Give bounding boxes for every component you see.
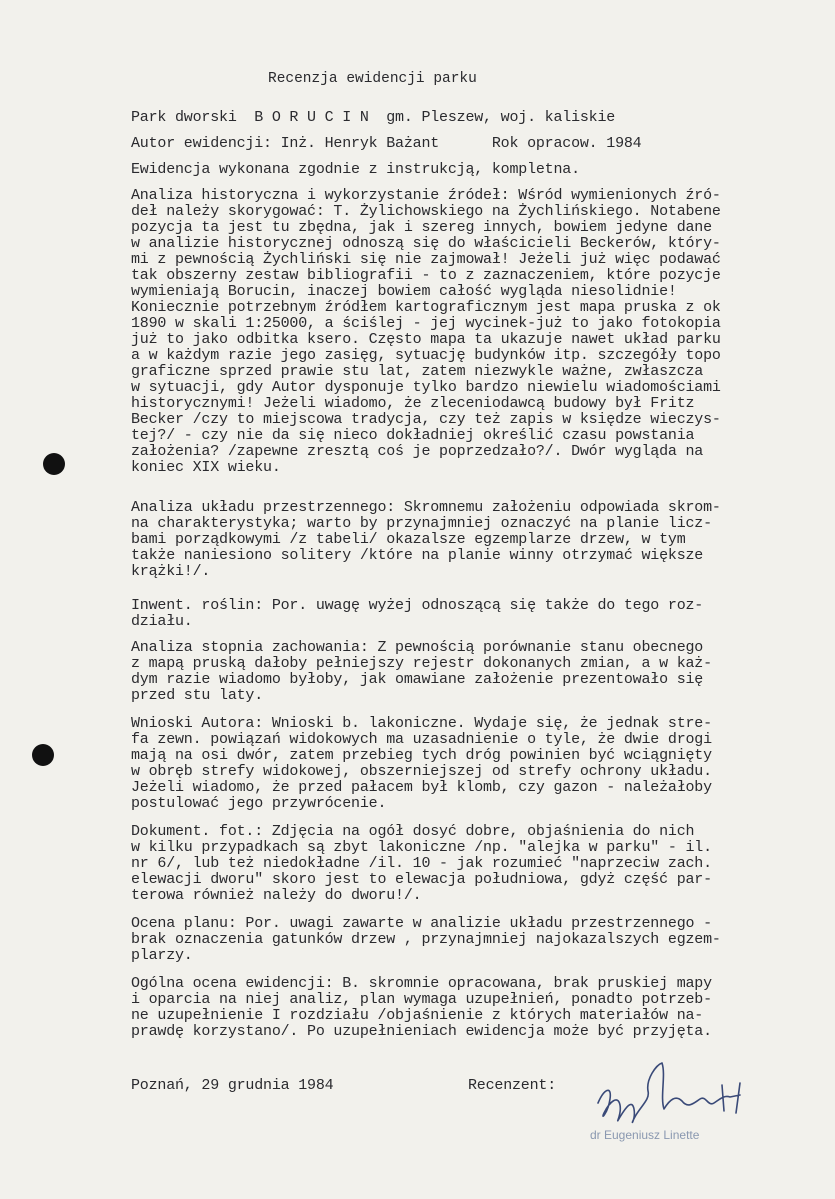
text-line: ne uzupełnienie I rozdziału /objaśnienie z których materiałów na- [131,1007,704,1024]
section-preservation-analysis [131,640,712,704]
section-historical-analysis [131,188,721,476]
text-line: Inwent. roślin: Por. uwagę wyżej odnoszącą się także do tego roz- [131,597,704,614]
text-line: Wnioski Autora: Wnioski b. lakoniczne. Wydaje się, że jednak stre- [131,715,712,732]
place-date: Poznań, 29 grudnia 1984 [131,1077,334,1094]
text-line: Koniecznie potrzebnym źródłem kartograficznym jest mapa pruska z ok [131,299,721,316]
text-line: i oparcia na niej analiz, plan wymaga uzupełnień, ponadto potrzeb- [131,991,712,1008]
text-line: bami porządkowymi /z tabeli/ okazalsze egzemplarze drzew, w tym [131,531,686,548]
section-photo-documentation [131,824,712,904]
header-line-park: Park dworski B O R U C I N gm. Pleszew, woj. kaliskie [131,109,616,126]
reviewer-stamp: dr Eugeniusz Linette [590,1128,700,1142]
text-line: Analiza historyczna i wykorzystanie źródeł: Wśród wymienionych źró- [131,187,721,204]
text-line: postulować jego przywrócenie. [131,795,387,812]
text-line: także naniesiono solitery /które na planie winny otrzymać większe [131,547,704,564]
text-line: w analizie historycznej odnoszą się do właścicieli Beckerów, który- [131,235,721,252]
text-line: już to jako odbitka ksero. Często mapa ta ukazuje nawet układ parku [131,331,721,348]
text-line: Ogólna ocena ewidencji: B. skromnie opracowana, brak pruskiej mapy [131,975,712,992]
text-line: fa zewn. powiązań widokowych ma uzasadnienie o tyle, że dwie drogi [131,731,712,748]
text-line: Ocena planu: Por. uwagi zawarte w analizie układu przestrzennego - [131,915,712,932]
section-plant-inventory [131,598,703,630]
text-line: Dokument. fot.: Zdjęcia na ogół dosyć dobre, objaśnienia do nich [131,823,695,840]
text-line: a w każdym razie jego zasięg, sytuację budynków itp. szczegóły topo [131,347,721,364]
text-line: koniec XIX wieku. [131,459,281,476]
punch-hole [43,453,65,475]
text-line: nr 6/, lub też niedokładne /il. 10 - jak rozumieć "naprzeciw zach. [131,855,712,872]
text-line: plarzy. [131,947,193,964]
text-line: założenia? /zapewne zresztą coś je poprzedzało?/. Dwór wygląda na [131,443,704,460]
text-line: mają na osi dwór, zatem przebieg tych dróg powinien być wciągnięty [131,747,712,764]
text-line: przed stu laty. [131,687,264,704]
text-line: pozycja ta jest tu zbędna, jak i szereg innych, bowiem jedyne dane [131,219,712,236]
text-line: na charakterystyka; warto by przynajmniej oznaczyć na planie licz- [131,515,712,532]
text-line: mi z pewnością Żychliński się nie zajmował! Jeżeli już więc podawać [131,251,721,268]
text-line: tej?/ - czy nie da się nieco dokładniej określić czasu powstania [131,427,695,444]
header-line-author: Autor ewidencji: Inż. Henryk Bażant Rok opracow. 1984 [131,135,642,152]
section-plan-assessment [131,916,721,964]
reviewer-label: Recenzent: [468,1077,557,1094]
section-spatial-analysis [131,500,721,580]
text-line: krążki!/. [131,563,211,580]
text-line: graficzne sprzed prawie stu lat, zatem niezwykle ważne, zwłaszcza [131,363,704,380]
text-line: elewacji dworu" skoro jest to elewacja południowa, gdyż część par- [131,871,712,888]
text-line: Analiza stopnia zachowania: Z pewnością porównanie stanu obecnego [131,639,704,656]
text-line: Jeżeli wiadomo, że przed pałacem był klomb, czy gazon - należałoby [131,779,712,796]
document-title: Recenzja ewidencji parku [268,71,477,87]
section-author-conclusions [131,716,712,812]
text-line: prawdę korzystano/. Po uzupełnieniach ewidencja może być przyjęta. [131,1023,712,1040]
text-line: dym razie wiadomo byłoby, jak omawiane założenie prezentowało się [131,671,704,688]
header-line-evidence: Ewidencja wykonana zgodnie z instrukcją, kompletna. [131,161,580,178]
text-line: w obręb strefy widokowej, obszerniejszej od strefy ochrony układu. [131,763,712,780]
section-overall-assessment [131,976,712,1040]
text-line: tak obszerny zestaw bibliografii - to z zaznaczeniem, które pozycje [131,267,721,284]
text-line: terowa również należy do dworu!/. [131,887,422,904]
text-line: wymieniają Borucin, inaczej bowiem całość wygląda niesolidnie! [131,283,677,300]
text-line: brak oznaczenia gatunków drzew , przynajmniej najokazalszych egzem- [131,931,721,948]
text-line: deł należy skorygować: T. Żylichowskiego na Żychlińskiego. Notabene [131,203,721,220]
text-line: Analiza układu przestrzennego: Skromnemu założeniu odpowiada skrom- [131,499,721,516]
text-line: historycznymi! Jeżeli wiadomo, że zleceniodawcą budowy był Fritz [131,395,695,412]
text-line: działu. [131,613,193,630]
text-line: Becker /czy to miejscowa tradycja, czy też zapis w księdze wieczys- [131,411,721,428]
punch-hole [32,744,54,766]
text-line: w kilku przypadkach są zbyt lakoniczne /np. "alejka w parku" - il. [131,839,712,856]
text-line: z mapą pruską dałoby pełniejszy rejestr dokonanych zmian, a w każ- [131,655,712,672]
text-line: w sytuacji, gdy Autor dysponuje tylko bardzo niewielu wiadomościami [131,379,721,396]
text-line: 1890 w skali 1:25000, a ściślej - jej wycinek-już to jako fotokopia [131,315,721,332]
